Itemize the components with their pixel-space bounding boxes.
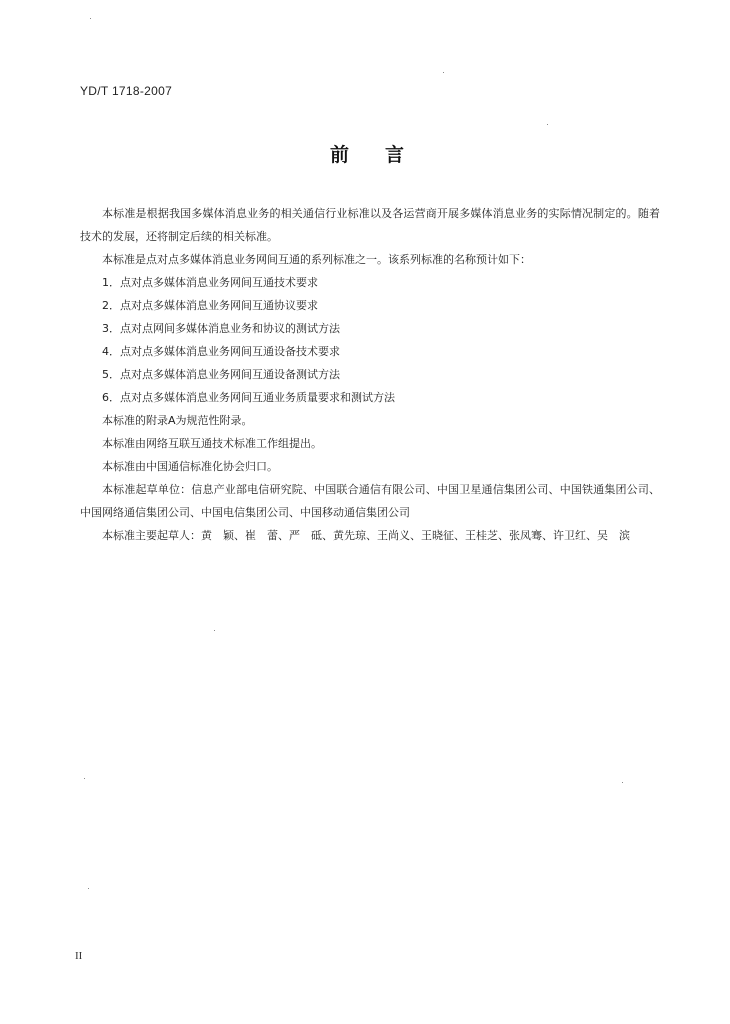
scan-speck	[547, 124, 548, 125]
list-item: 5．点对点多媒体消息业务网间互通设备测试方法	[102, 368, 340, 381]
paragraph-administrator: 本标准由中国通信标准化协会归口。	[102, 460, 278, 473]
list-item: 6．点对点多媒体消息业务网间互通业务质量要求和测试方法	[102, 391, 395, 404]
scan-speck	[88, 888, 89, 889]
scan-speck	[443, 72, 444, 73]
list-item: 1．点对点多媒体消息业务网间互通技术要求	[102, 276, 318, 289]
document-body	[80, 202, 660, 547]
page-number: II	[75, 950, 83, 962]
scan-speck	[84, 778, 85, 779]
paragraph-drafting-units: 本标准起草单位：信息产业部电信研究院、中国联合通信有限公司、中国卫星通信集团公司、中国铁通集团公司、中国网络通信集团公司、中国电信集团公司、中国移动通信集团公司	[80, 483, 660, 519]
list-item: 2．点对点多媒体消息业务网间互通协议要求	[102, 299, 318, 312]
scan-speck	[90, 18, 91, 19]
scan-speck	[214, 630, 215, 631]
scan-speck	[622, 782, 623, 783]
list-item: 3．点对点网间多媒体消息业务和协议的测试方法	[102, 322, 340, 335]
paragraph-purpose: 本标准是根据我国多媒体消息业务的相关通信行业标准以及各运营商开展多媒体消息业务的实际情况制定的。随着技术的发展，还将制定后续的相关标准。	[80, 207, 660, 243]
document-code: YD/T 1718-2007	[80, 84, 173, 98]
list-item: 4．点对点多媒体消息业务网间互通设备技术要求	[102, 345, 340, 358]
paragraph-series-intro: 本标准是点对点多媒体消息业务网间互通的系列标准之一。该系列标准的名称预计如下：	[102, 253, 531, 266]
paragraph-appendix: 本标准的附录A为规范性附录。	[102, 414, 253, 427]
page-title: 前言	[329, 144, 440, 166]
paragraph-drafters: 本标准主要起草人：黄 颖、崔 蕾、严 砥、黄先琼、王尚义、王晓征、王桂芝、张凤骞、许卫红、吴 滨	[102, 529, 630, 542]
paragraph-proposer: 本标准由网络互联互通技术标准工作组提出。	[102, 437, 322, 450]
